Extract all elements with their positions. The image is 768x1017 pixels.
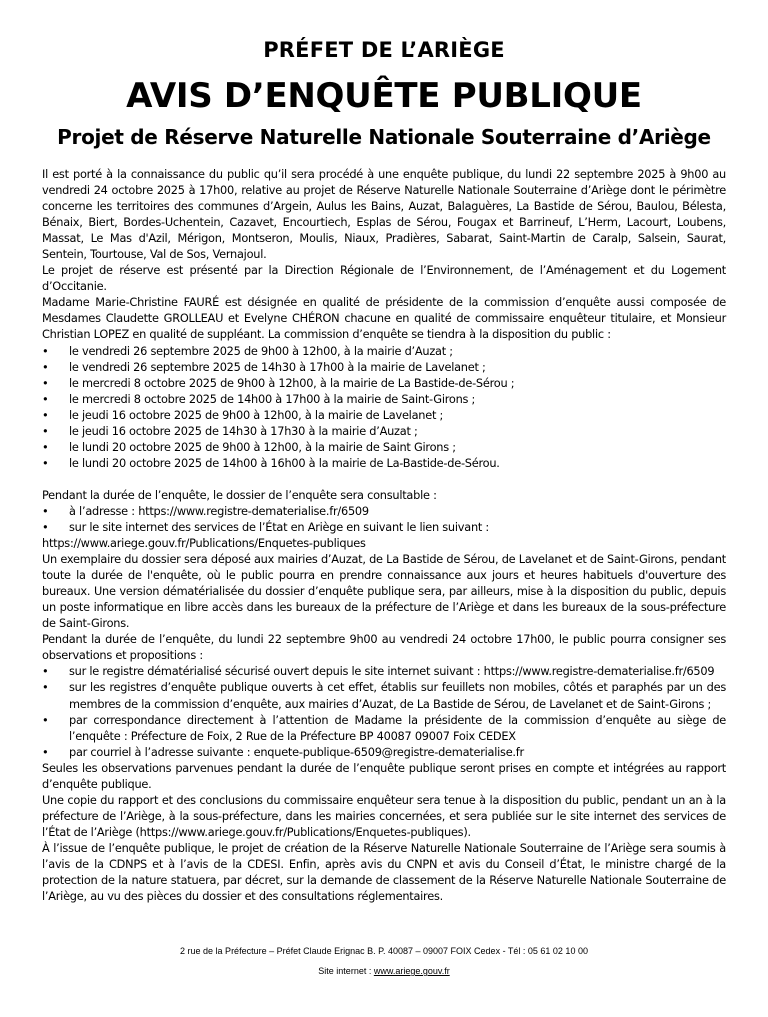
list-item: • le vendredi 26 septembre 2025 de 14h30 à 17h00 à la mairie de Lavelanet ;: [42, 359, 486, 374]
bullet: •: [42, 391, 49, 406]
project-title: Projet de Réserve Naturelle Nationale Souterraine d’Ariège: [57, 125, 711, 149]
notice-body: [42, 166, 726, 904]
list-item: • le mercredi 8 octobre 2025 de 14h00 à 17h00 à la mairie de Saint-Girons ;: [42, 391, 476, 406]
bullet: •: [42, 343, 49, 358]
list-item: • à l’adresse : https://www.registre-dematerialise.fr/6509: [42, 503, 369, 518]
consultation-intro: Pendant la durée de l’enquête, le dossier de l’enquête sera consultable :: [42, 487, 437, 502]
presenter-paragraph: Le projet de réserve est présenté par la Direction Régionale de l’Environnement, de l’Aménagement et du Logement d’Occitanie.: [42, 263, 726, 294]
bullet: •: [42, 744, 49, 759]
report-paragraph: Une copie du rapport et des conclusions du commissaire enquêteur sera tenue à la disposition du public, pendant un an à la préfecture de l’Ariège, à la sous-préfecture, dans les mairies concernées, et sera publiée sur le site internet des services de l’État de l’Ariège (https://www.ariege.gouv.fr/Publications/Enquetes-publiques).: [42, 792, 726, 839]
observations-list: [42, 663, 726, 759]
intro-paragraph: Il est porté à la connaissance du public qu’il sera procédé à une enquête publique, du lundi 22 septembre 2025 à 9h00 au vendredi 24 octobre 2025 à 17h00, relative au projet de Réserve Naturelle Nationale Souterraine d’Ariège dont le périmètre concerne les territoires des communes d’Argein, Aulus les Bains, Auzat, Balaguères, La Bastide de Sérou, Baulou, Bélesta, Bénaix, Biert, Bordes-Uchentein, Cazavet, Encourtiech, Esplas de Sérou, Fougax et Barrineuf, L’Herm, Lacourt, Loubens, Massat, Le Mas d'Azil, Mérigon, Montseron, Moulis, Niaux, Pradières, Sabarat, Saint-Martin de Caralp, Salsein, Saurat, Sentein, Tourtouse, Val de Sos, Vernajoul.: [42, 167, 726, 262]
list-item: • le jeudi 16 octobre 2025 de 9h00 à 12h00, à la mairie de Lavelanet ;: [42, 407, 444, 422]
dossier-paragraph: Un exemplaire du dossier sera déposé aux mairies d’Auzat, de La Bastide de Sérou, de Lavelanet et de Saint-Girons, pendant toute la durée de l'enquête, où le public pourra en prendre connaissance aux jours et heures habituels d'ouverture des bureaux. Une version dématérialisée du dossier d’enquête publique sera, par ailleurs, mise à la disposition du public, depuis un poste informatique en libre accès dans les bureaux de la préfecture de l’Ariège et dans les bureaux de la sous-préfecture de Saint-Girons.: [42, 552, 726, 631]
bullet: •: [42, 407, 49, 422]
bullet: •: [42, 439, 49, 454]
bullet: •: [42, 359, 49, 374]
prefecture-url: https://www.ariege.gouv.fr/Publications/Enquetes-publiques: [42, 536, 366, 551]
list-item: • sur le registre dématérialisé sécurisé ouvert depuis le site internet suivant : https://www.registre-dematerialise.fr/6509: [42, 664, 715, 679]
decision-paragraph: À l’issue de l’enquête publique, le projet de création de la Réserve Naturelle Nationale Souterraine de l’Ariège sera soumis à l’avis de la CDNPS et à l’avis de la CDESI. Enfin, après avis du CNPN et avis du Conseil d’État, le ministre chargé de la protection de la nature statuera, par décret, sur la demande de classement de la Réserve Naturelle Nationale Souterraine de l’Ariège, au vu des pièces du dossier et des consultations réglementaires.: [42, 840, 726, 904]
observations-intro: Pendant la durée de l’enquête, du lundi 22 septembre 9h00 au vendredi 24 octobre 17h00, le public pourra consigner ses observations et propositions :: [42, 632, 726, 663]
commission-paragraph: Madame Marie-Christine FAURÉ est désignée en qualité de présidente de la commission d’enquête aussi composée de Mesdames Claudette GROLLEAU et Evelyne CHÉRON chacune en qualité de commissaire enquêteur titulaire, et Monsieur Christian LOPEZ en qualité de suppléant. La commission d’enquête se tiendra à la disposition du public :: [42, 295, 726, 342]
list-item: • le lundi 20 octobre 2025 de 14h00 à 16h00 à la mairie de La-Bastide-de-Sérou.: [42, 455, 500, 470]
list-item: • par correspondance directement à l’attention de Madame la présidente de la commission d’enquête au siège de l’enquête : Préfecture de Foix, 2 Rue de la Préfecture BP 40087 09007 Foix CEDEX: [42, 712, 726, 743]
bullet: •: [42, 519, 49, 534]
bullet: •: [42, 712, 49, 727]
bullet: •: [42, 455, 49, 470]
list-item: • le jeudi 16 octobre 2025 de 14h30 à 17h30 à la mairie d’Auzat ;: [42, 423, 418, 438]
permanences-list: [42, 343, 726, 471]
footer-website: [0, 966, 768, 976]
list-item: • par courriel à l’adresse suivante : enquete-publique-6509@registre-dematerialise.fr: [42, 744, 524, 759]
list-item: • le vendredi 26 septembre 2025 de 9h00 à 12h00, à la mairie d’Auzat ;: [42, 343, 453, 358]
spacer: [42, 471, 726, 487]
observations-scope-paragraph: Seules les observations parvenues pendant la durée de l’enquête publique seront prises en compte et intégrées au rapport d’enquête publique.: [42, 760, 726, 791]
list-item: • sur les registres d’enquête publique ouverts à cet effet, établis sur feuillets non mobiles, côtés et paraphés par un des membres de la commission d’enquête, aux mairies d’Auzat, de La Bastide de Sérou, de Lavelanet et de Saint-Girons ;: [42, 680, 726, 711]
list-item: • sur le site internet des services de l’État en Ariège en suivant le lien suivant :: [42, 519, 490, 534]
bullet: •: [42, 375, 49, 390]
prefecture-title: PRÉFET DE L’ARIÈGE: [263, 38, 505, 62]
footer-address: 2 rue de la Préfecture – Préfet Claude Erignac B. P. 40087 – 09007 FOIX Cedex - Tél : 05 61 02 10 00: [180, 946, 588, 956]
list-item: • le mercredi 8 octobre 2025 de 9h00 à 12h00, à la mairie de La Bastide-de-Sérou ;: [42, 375, 515, 390]
bullet: •: [42, 680, 49, 695]
website-label: Site internet :: [318, 966, 374, 976]
bullet: •: [42, 664, 49, 679]
list-item: • le lundi 20 octobre 2025 de 9h00 à 12h00, à la mairie de Saint Girons ;: [42, 439, 456, 454]
website-link[interactable]: www.ariege.gouv.fr: [373, 966, 450, 976]
consultation-list: [42, 503, 726, 535]
bullet: •: [42, 423, 49, 438]
bullet: •: [42, 503, 49, 518]
notice-title: AVIS D’ENQUÊTE PUBLIQUE: [126, 76, 642, 116]
